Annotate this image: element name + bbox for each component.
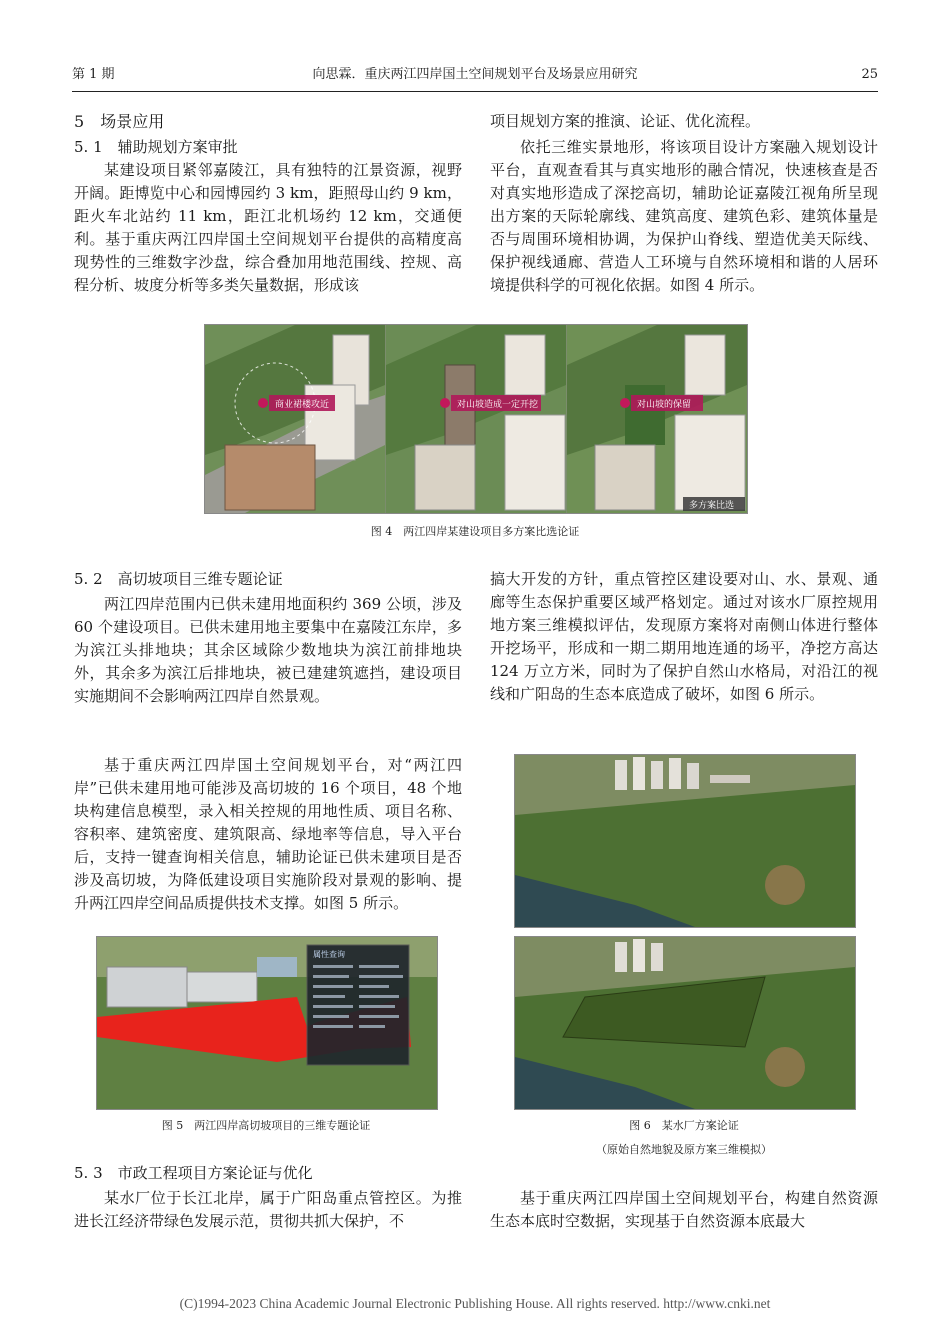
figure-6-subcaption: （原始自然地貌及原方案三维模拟）: [596, 1143, 772, 1156]
fig4-panel-1: [205, 325, 385, 513]
section-number: 5. 3: [74, 1164, 103, 1182]
attribute-panel-title: 属性查询: [313, 950, 345, 959]
section-5-3-heading: [74, 1162, 313, 1185]
sec51-paragraph-1: 某建设项目紧邻嘉陵江，具有独特的江景资源，视野开阔。距博览中心和园博园约 3 km，距照母山约 9 km，距火车北站约 11 km，距江北机场约 12 km，交通便利。基于重庆两江四岸国土空间规划平台提供的高精度高现势性的三维数字沙盘，综合叠加用地范围线、控规、高程分析、坡度分析等多类矢量数据，形成该: [74, 161, 462, 294]
sec51-paragraph-2: 依托三维实景地形，将该项目设计方案融入规划设计平台，直观查看其与真实地形的融合情况，快速核查是否对真实地形造成了深挖高切，辅助论证嘉陵江视角所呈现出方案的天际轮廓线、建筑高度、建筑色彩、建筑体量是否与周围环境相协调，为保护山脊线、塑造优美天际线、保护视线通廊、营造人工环境与自然环境相和谐的人居环境提供科学的可视化依据。如图 4 所示。: [490, 138, 878, 294]
section-number: 5. 1: [74, 138, 103, 156]
figure-6-top-render: [515, 755, 855, 927]
section-title: 场景应用: [100, 112, 165, 131]
section-5-1-heading: [74, 136, 238, 159]
section-title: 市政工程项目方案论证与优化: [117, 1164, 313, 1182]
figure-5-render: [97, 937, 437, 1109]
section-title: 辅助规划方案审批: [117, 138, 238, 156]
figure-6-caption: 图 6 某水厂方案论证: [629, 1119, 739, 1132]
running-title: 向思霖．重庆两江四岸国土空间规划平台及场景应用研究: [312, 67, 638, 82]
closing-paragraph: 基于重庆两江四岸国土空间规划平台，构建自然资源生态本底时空数据，实现基于自然资源本底最大: [490, 1189, 878, 1230]
sec52-paragraph-1: 两江四岸范围内已供未建用地面积约 369 公顷，涉及 60 个建设项目。已供未建用地主要集中在嘉陵江东岸，多为滨江头排地块；其余区域除少数地块为滨江前排地块外，其余多为滨江后排地块，被已建建筑遮挡，建设项目实施期间不会影响两江四岸自然景观。: [74, 595, 462, 705]
figure-4-caption: 图 4 两江四岸某建设项目多方案比选论证: [370, 525, 580, 538]
fig4-label-2: 对山坡造成一定开挖: [457, 400, 539, 410]
figure-4: [204, 324, 748, 514]
section-number: 5: [74, 112, 85, 131]
figure-4-render: [205, 325, 747, 513]
fig4-panel-3: [567, 325, 747, 513]
figure-6-top: [514, 754, 856, 928]
figure-6-bottom-render: [515, 937, 855, 1109]
section-title: 高切坡项目三维专题论证: [117, 570, 283, 588]
header-rule: [72, 91, 878, 92]
sec53-paragraph-1: 某水厂位于长江北岸，属于广阳岛重点管控区。为推进长江经济带绿色发展示范，贯彻共抓大保护，不: [74, 1189, 462, 1230]
fig4-corner-label: 多方案比选: [689, 501, 735, 511]
issue-number: 第 1 期: [72, 67, 115, 82]
section-5-2-heading: [74, 568, 283, 591]
fig4-panel-2: [386, 325, 566, 513]
section-5-heading: [74, 110, 164, 134]
fig4-label-3: 对山坡的保留: [637, 400, 692, 410]
figure-5: [96, 936, 438, 1110]
figure-5-caption: 图 5 两江四岸高切坡项目的三维专题论证: [161, 1119, 371, 1132]
figure-6-bottom: [514, 936, 856, 1110]
sec51-paragraph-1-cont: 项目规划方案的推演、论证、优化流程。: [490, 112, 761, 130]
page-number: 25: [861, 67, 878, 82]
sec53-paragraph-cont: 搞大开发的方针，重点管控区建设要对山、水、景观、通廊等生态保护重要区域严格划定。通过对该水厂原控规用地方案三维模拟评估，发现原方案将对南侧山体进行整体开挖场平，形成和一期二期用地连通的场平，净挖方高达 124 万立方米，同时为了保护自然山水格局，对沿江的视线和广阳岛的生态本底造成了破坏，如图 6 所示。: [490, 570, 878, 703]
sec52-paragraph-2: 基于重庆两江四岸国土空间规划平台，对“两江四岸”已供未建用地可能涉及高切坡的 16 个项目，48 个地块构建信息模型，录入相关控规的用地性质、项目名称、容积率、建筑密度、建筑限高、绿地率等信息，导入平台后，支持一键查询相关信息，辅助论证已供未建项目是否涉及高切坡，为降低建设项目实施阶段对景观的影响、提升两江四岸空间品质提供技术支撑。如图 5 所示。: [74, 756, 462, 912]
section-number: 5. 2: [74, 570, 103, 588]
copyright-footer: (C)1994-2023 China Academic Journal Electronic Publishing House. All rights reserved. http://www.cnki.net: [179, 1296, 771, 1311]
fig4-label-1: 商业裙楼攻近: [275, 400, 330, 410]
